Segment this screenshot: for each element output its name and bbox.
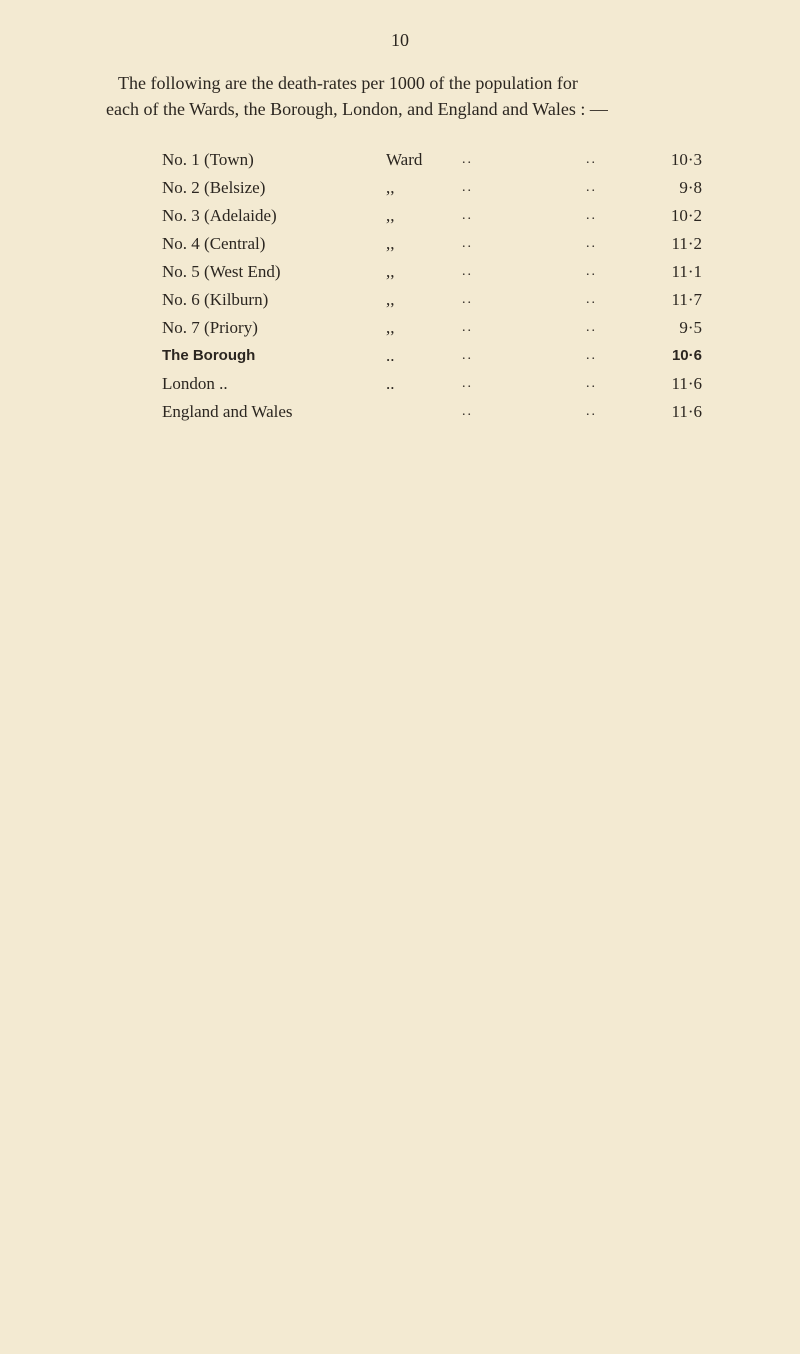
rate-value: 10·6	[671, 347, 702, 364]
page-number: 10	[391, 30, 409, 50]
rate-value: 10·3	[670, 150, 702, 169]
rate-value: 11·6	[671, 374, 702, 393]
dot-leader: ..	[462, 376, 473, 391]
dot-leader: ..	[586, 208, 597, 223]
dot-leader: ..	[462, 264, 473, 279]
rate-value: 11·6	[671, 402, 702, 421]
dot-leader: ..	[462, 152, 473, 167]
death-rates-table	[162, 146, 712, 426]
rate-row	[162, 286, 712, 314]
rate-row	[162, 202, 712, 230]
rate-value: 11·2	[671, 234, 702, 253]
dot-leader: ..	[462, 180, 473, 195]
rate-name: No. 3 (Adelaide)	[162, 206, 277, 225]
dot-leader: ..	[462, 320, 473, 335]
rate-row	[162, 258, 712, 286]
dot-leader: ..	[586, 348, 597, 363]
rate-suffix: ,,	[386, 318, 395, 337]
dot-leader: ..	[462, 292, 473, 307]
rate-value: 9·8	[679, 178, 702, 197]
rate-suffix: ,,	[386, 234, 395, 253]
dot-leader: ..	[586, 292, 597, 307]
rate-name: No. 2 (Belsize)	[162, 178, 266, 197]
dot-leader: ..	[462, 404, 473, 419]
dot-leader: ..	[462, 208, 473, 223]
rate-name: England and Wales	[162, 402, 293, 421]
rate-name: No. 7 (Priory)	[162, 318, 258, 337]
dot-leader: ..	[586, 236, 597, 251]
rate-row	[162, 230, 712, 258]
rate-row	[162, 146, 712, 174]
rate-row	[162, 370, 712, 398]
intro-paragraph	[106, 70, 768, 122]
rate-name: No. 4 (Central)	[162, 234, 266, 253]
rate-name: No. 1 (Town)	[162, 150, 254, 169]
intro-line-2: each of the Wards, the Borough, London, and England and Wales : —	[106, 99, 608, 119]
rate-value: 11·7	[671, 290, 702, 309]
dot-leader: ..	[586, 404, 597, 419]
rate-suffix: ,,	[386, 178, 395, 197]
rate-row	[162, 314, 712, 342]
rate-suffix: ,,	[386, 262, 395, 281]
dot-leader: ..	[586, 152, 597, 167]
rate-row	[162, 174, 712, 202]
dot-leader: ..	[462, 236, 473, 251]
rate-suffix: ..	[386, 374, 395, 393]
rate-row	[162, 398, 712, 426]
rate-suffix: ..	[386, 346, 395, 365]
dot-leader: ..	[586, 320, 597, 335]
rate-value: 10·2	[670, 206, 702, 225]
rate-suffix: ,,	[386, 206, 395, 225]
dot-leader: ..	[462, 348, 473, 363]
rate-row	[162, 342, 712, 370]
dot-leader: ..	[586, 376, 597, 391]
dot-leader: ..	[586, 180, 597, 195]
dot-leader: ..	[586, 264, 597, 279]
rate-value: 11·1	[671, 262, 702, 281]
rate-name: No. 6 (Kilburn)	[162, 290, 269, 309]
rate-suffix: Ward	[386, 150, 423, 169]
intro-line-1: The following are the death-rates per 1000 of the population for	[118, 73, 578, 93]
rate-value: 9·5	[679, 318, 702, 337]
rate-name: No. 5 (West End)	[162, 262, 281, 281]
rate-suffix: ,,	[386, 290, 395, 309]
rate-name: The Borough	[162, 347, 256, 364]
rate-name: London ..	[162, 374, 228, 393]
